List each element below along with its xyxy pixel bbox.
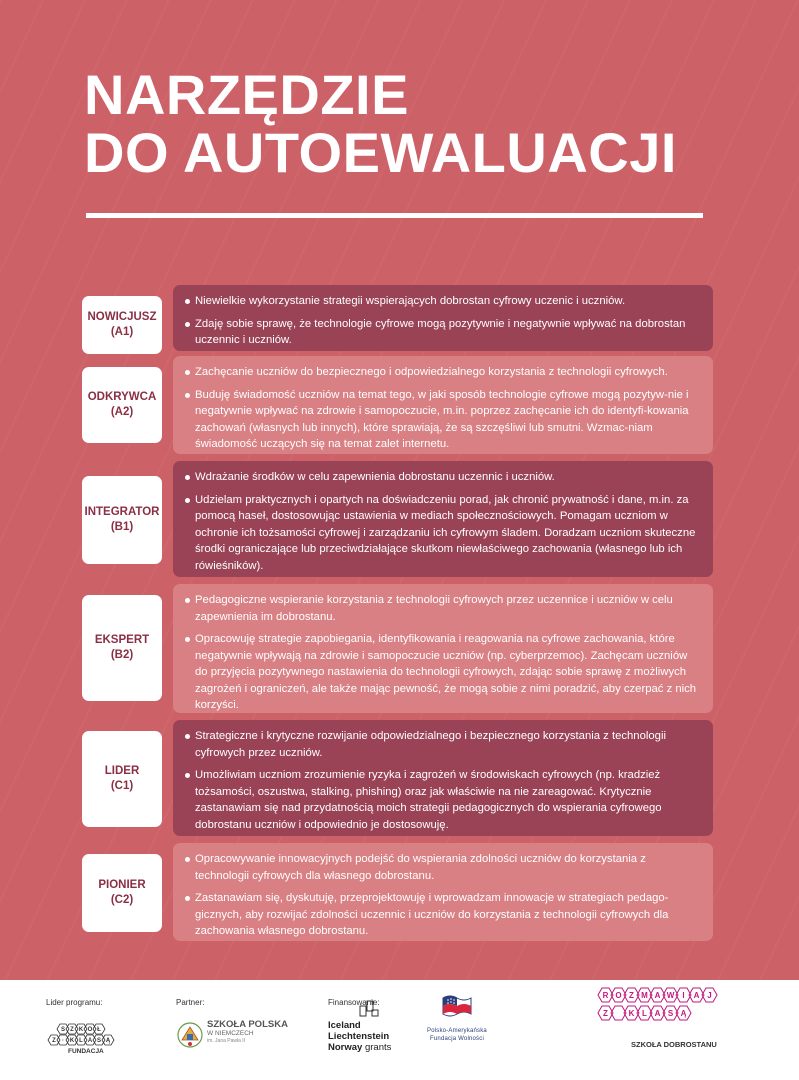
level-code: (A1): [110, 326, 134, 338]
level-name: NOWICJUSZ: [87, 311, 157, 323]
svg-text:W: W: [666, 991, 675, 1000]
svg-text:O: O: [87, 1027, 93, 1034]
svg-text:K: K: [69, 1038, 75, 1045]
eea-grants: grants: [364, 1042, 392, 1053]
bullet-item: Opracowywanie innowacyjnych podejść do wspierania zdolności uczniów do korzystania z technologii cyfrowych dla własnego dobrostanu.: [185, 851, 701, 884]
pafw-flag-logo: [440, 992, 474, 1029]
level-description-panel: [173, 285, 713, 351]
pafw-line1: Polsko-Amerykańska: [427, 1028, 487, 1034]
school-name-line1: SZKOŁA POLSKA: [207, 1019, 288, 1030]
svg-text:A: A: [693, 991, 700, 1000]
level-description-panel: [173, 461, 713, 577]
svg-text:S: S: [667, 1009, 674, 1018]
level-code: (B1): [110, 521, 134, 533]
svg-text:Z: Z: [629, 991, 634, 1000]
svg-text:Z: Z: [52, 1038, 56, 1045]
footer: [0, 980, 799, 1080]
eea-grants-logo: [328, 1020, 391, 1053]
svg-text:Ł: Ł: [97, 1027, 101, 1034]
bullet-item: Opracowuję strategie zapobiegania, identyfikowania i reagowania na cyfrowe zachowania, które negatywnie wpływają na zdrowie i samopoczucie uczniów (np. cyberprzemoc). Zachęcam uczniów do przyjęcia pozytywnego nastawienia do technologii cyfrowych, zdając sobie sprawę z możliwych zagrożeń i ograniczeń, ale także mając pewność, że mogą sobie z nimi poradzić, aby czerpać z nich korzyści.: [185, 631, 701, 714]
svg-text:R: R: [602, 991, 609, 1000]
bullet-item: Wdrażanie środków w celu zapewnienia dobrostanu uczennic i uczniów.: [185, 469, 701, 486]
svg-text:S: S: [60, 1027, 66, 1034]
pafw-logo-text: [421, 1028, 493, 1043]
level-badge: [82, 367, 162, 443]
bullet-item: Zachęcanie uczniów do bezpiecznego i odpowiedzialnego korzystania z technologii cyfrowych.: [185, 364, 701, 381]
svg-text:K: K: [78, 1027, 84, 1034]
level-name: EKSPERT: [94, 634, 150, 646]
szkola-z-klasa-logo: [46, 1022, 121, 1062]
page-title: [84, 63, 677, 184]
level-code: (A2): [110, 406, 134, 418]
bullet-item: Umożliwiam uczniom zrozumienie ryzyka i zagrożeń w środowiskach cyfrowych (np. kradzież tożsamości, oszustwa, stalking, phishing) oraz jak właściwie na nie zareagować. Krytycznie zastanawiam się nad przydatnością moich strategii pedagogicznych do wspierania cyfrowego dobrostanu uczniów i odpowiednio je dostosowuję.: [185, 767, 701, 833]
bullet-item: Strategiczne i krytyczne rozwijanie odpowiedzialnego i bezpiecznego korzystania z technologii cyfrowych przez uczniów.: [185, 728, 701, 761]
level-badge: [82, 476, 162, 564]
svg-text:K: K: [628, 1009, 635, 1018]
title-line-2: DO AUTOEWALUACJI: [84, 121, 677, 184]
level-description-panel: [173, 843, 713, 941]
title-line-1: NARZĘDZIE: [84, 63, 409, 126]
svg-text:Ą: Ą: [105, 1038, 111, 1045]
leader-label: Lider programu:: [46, 998, 103, 1007]
eea-liechtenstein: Liechtenstein: [328, 1031, 390, 1042]
svg-text:A: A: [87, 1038, 93, 1045]
title-underline: [86, 213, 703, 218]
bullet-item: Pedagogiczne wspieranie korzystania z technologii cyfrowych przez uczennice i uczniów w celu zapewnienia im dobrostanu.: [185, 592, 701, 625]
bullet-item: Zastanawiam się, dyskutuję, przeprojektowuję i wprowadzam innowacje w strategiach pedago-gicznych, aby rozwijać zdolności uczennic i uczniów do korzystania z technologii cyfrowych dla zachowania własnego dobrostanu.: [185, 890, 701, 940]
level-name: INTEGRATOR: [84, 506, 160, 518]
svg-text:L: L: [642, 1009, 647, 1018]
svg-text:S: S: [96, 1038, 102, 1045]
level-badge: [82, 731, 162, 827]
bullet-item: Udzielam praktycznych i opartych na doświadczeniu porad, jak chronić prywatność i dane, m.in. za pomocą haseł, dostosowując ustawienia w mediach społecznościowych. Pomagam uczniom w ochronie ich tożsamości cyfrowej i zarządzaniu ich cyfrowym śladem. Doradzam uczniom skuteczne środki ograniczające lub przeciwdziałające skutkom niewłaściwego zachowania (własnego lub ich rówieśników).: [185, 492, 701, 575]
svg-text:A: A: [654, 1009, 661, 1018]
level-description-panel: [173, 584, 713, 713]
school-name-line2: W NIEMCZECH: [207, 1030, 254, 1037]
pafw-line2: Fundacja Wolności: [430, 1035, 484, 1042]
partner-label: Partner:: [176, 998, 205, 1007]
rzk-caption: SZKOŁA DOBROSTANU: [631, 1040, 717, 1049]
funding-label: Finansowanie:: [328, 998, 380, 1007]
bullet-item: Buduję świadomość uczniów na temat tego, w jaki sposób technologie cyfrowe mogą pozytyw-nie i negatywnie wpływać na zdrowie i samopoczucie, m.in. poprzez zachęcanie ich do identyfi-kowania zachowań (własnych lub innych), które sprawiają, że są szczęśliwi lub smutni. Wzmac-niam świadomość uczących się na temat zalet internetu.: [185, 387, 701, 453]
level-code: (C1): [110, 780, 134, 792]
level-description-panel: [173, 356, 713, 454]
level-badge: [82, 595, 162, 701]
fundacja-caption: FUNDACJA: [68, 1048, 104, 1055]
svg-text:J: J: [707, 991, 712, 1000]
level-badge: [82, 854, 162, 932]
bullet-item: Zdaję sobie sprawę, że technologie cyfrowe mogą pozytywnie i negatywnie wpływać na dobrostan uczennic i uczniów.: [185, 316, 701, 349]
svg-text:A: A: [654, 991, 661, 1000]
svg-text:·: ·: [62, 1038, 64, 1045]
eea-norway: Norway: [328, 1042, 363, 1053]
bullet-item: Niewielkie wykorzystanie strategii wspierających dobrostan cyfrowy uczenic i uczniów.: [185, 293, 701, 310]
rozmawiaj-z-klasa-logo: [596, 986, 726, 1045]
school-name-line3: im. Jana Pawła II: [207, 1038, 246, 1044]
svg-text:Z: Z: [70, 1027, 74, 1034]
eea-norway-line: [328, 1042, 391, 1053]
level-name: PIONIER: [98, 879, 146, 891]
level-code: (B2): [110, 649, 134, 661]
level-name: ODKRYWCA: [87, 391, 157, 403]
eea-iceland: Iceland: [328, 1020, 361, 1031]
svg-text:Z: Z: [603, 1009, 608, 1018]
svg-text:L: L: [79, 1038, 83, 1045]
svg-text:O: O: [615, 991, 622, 1000]
level-name: LIDER: [104, 765, 140, 777]
level-code: (C2): [110, 894, 134, 906]
svg-text:I: I: [682, 991, 685, 1000]
level-description-panel: [173, 720, 713, 836]
level-badge: [82, 296, 162, 354]
svg-text:M: M: [641, 991, 648, 1000]
svg-text:Ą: Ą: [680, 1009, 687, 1018]
